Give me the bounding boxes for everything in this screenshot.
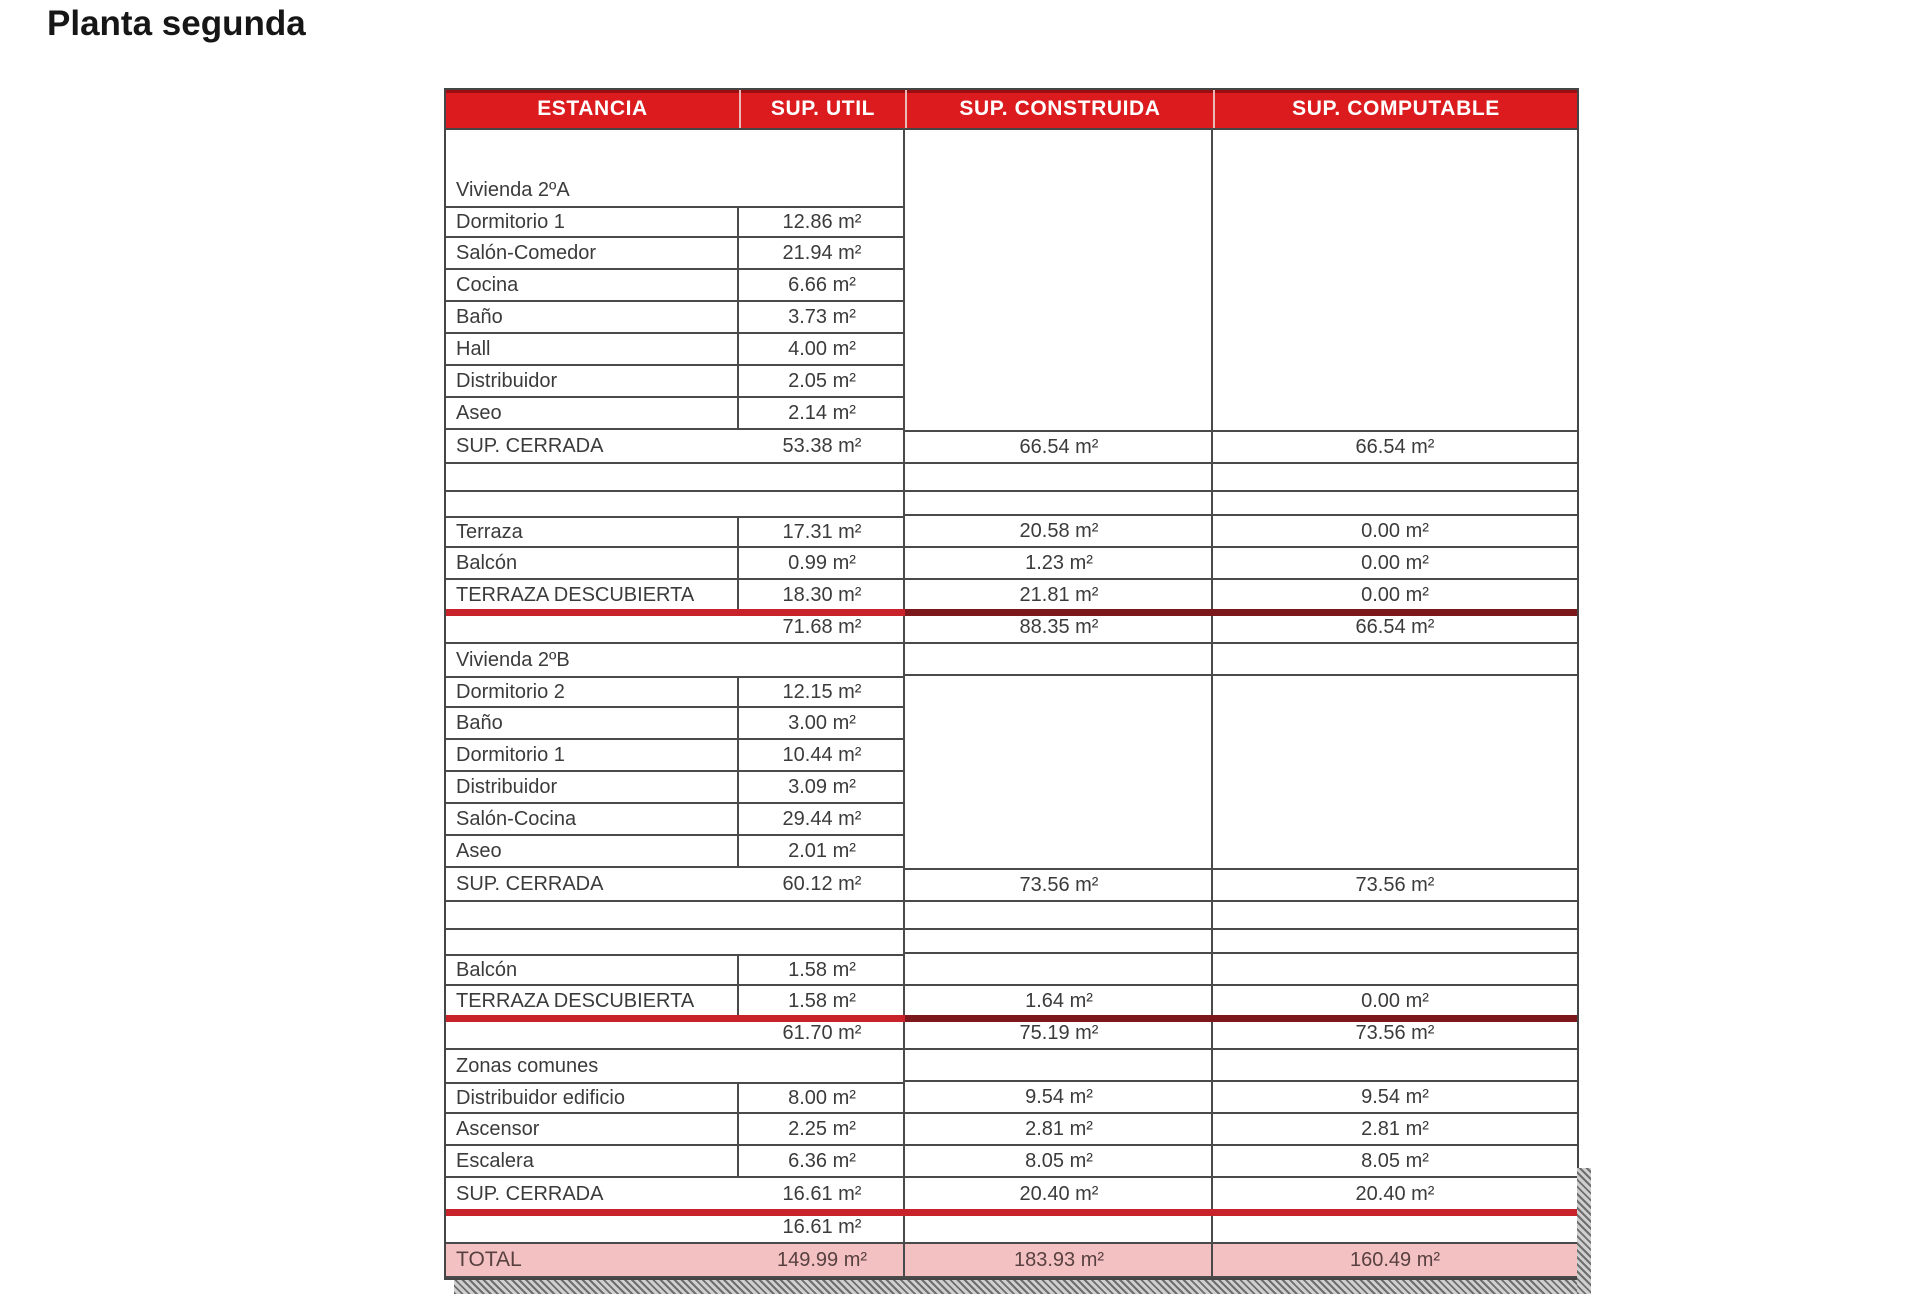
table-row: [446, 1114, 1577, 1146]
cell-estancia: TERRAZA DESCUBIERTA: [446, 580, 739, 612]
cell-sup-computable: 8.05 m²: [1213, 1146, 1577, 1178]
table-row: [446, 398, 1577, 430]
table-row: [446, 954, 1577, 986]
cell-sup-construida: [905, 366, 1213, 398]
cell-sup-construida: 21.81 m²: [905, 580, 1213, 612]
cell-sup-construida: [905, 270, 1213, 302]
table-row: [446, 868, 1577, 902]
cell-sup-util: [739, 644, 905, 676]
cell-sup-computable: [1213, 676, 1577, 708]
cell-estancia: Distribuidor: [446, 772, 739, 804]
cell-sup-computable: 20.40 m²: [1213, 1178, 1577, 1212]
areas-table: [444, 88, 1579, 1280]
cell-sup-computable: [1213, 398, 1577, 430]
table-row: [446, 492, 1577, 516]
cell-sup-construida: [905, 1212, 1213, 1244]
cell-sup-construida: 8.05 m²: [905, 1146, 1213, 1178]
cell-sup-construida: [905, 238, 1213, 270]
cell-sup-construida: [905, 836, 1213, 868]
cell-sup-construida: 20.40 m²: [905, 1178, 1213, 1212]
table-row: [446, 740, 1577, 772]
cell-estancia: Vivienda 2ºB: [456, 648, 570, 671]
cell-sup-computable: [1213, 772, 1577, 804]
cell-sup-computable: [1213, 464, 1577, 492]
cell-sup-construida: 9.54 m²: [905, 1082, 1213, 1114]
cell-sup-construida: [905, 334, 1213, 366]
cell-sup-util: 21.94 m²: [739, 238, 905, 270]
cell-estancia: SUP. CERRADA: [446, 868, 739, 902]
red-separator-line: [446, 1015, 1577, 1022]
cell-sup-construida: [905, 954, 1213, 986]
cell-sup-util: [739, 1050, 905, 1082]
cell-sup-construida: [905, 398, 1213, 430]
table-row: [446, 548, 1577, 580]
cell-estancia: [446, 464, 739, 492]
cell-estancia: Distribuidor: [446, 366, 739, 398]
table-row: [446, 334, 1577, 366]
cell-sup-util: 60.12 m²: [739, 868, 905, 902]
cell-sup-construida: 1.64 m²: [905, 986, 1213, 1018]
table-row: [446, 1050, 1577, 1082]
red-separator-right: [905, 1015, 1577, 1022]
cell-estancia: Escalera: [446, 1146, 739, 1178]
cell-sup-computable: 9.54 m²: [1213, 1082, 1577, 1114]
red-separator-right: [905, 609, 1577, 616]
cell-sup-util: 3.73 m²: [739, 302, 905, 334]
table-row: [446, 986, 1577, 1018]
cell-sup-construida: [905, 206, 1213, 238]
red-separator-left: [446, 609, 905, 616]
cell-sup-util: [739, 130, 905, 174]
table-row: [446, 464, 1577, 492]
table-row: [446, 708, 1577, 740]
cell-sup-util: 12.15 m²: [739, 676, 905, 708]
page-title: Planta segunda: [47, 4, 306, 43]
table-row: [446, 580, 1577, 612]
table-row: [446, 270, 1577, 302]
cell-sup-util: [739, 492, 905, 516]
cell-estancia: Distribuidor edificio: [446, 1082, 739, 1114]
cell-sup-construida: [905, 464, 1213, 492]
red-separator-left: [446, 1209, 905, 1216]
cell-estancia: Cocina: [446, 270, 739, 302]
cell-sup-construida: [905, 772, 1213, 804]
cell-sup-construida: 1.23 m²: [905, 548, 1213, 580]
cell-sup-construida: 75.19 m²: [905, 1018, 1213, 1050]
cell-sup-computable: [1213, 492, 1577, 516]
column-header-sup-computable: SUP. COMPUTABLE: [1213, 90, 1577, 128]
table-row: [446, 1146, 1577, 1178]
cell-sup-computable: 2.81 m²: [1213, 1114, 1577, 1146]
table-shadow-right: [1577, 1168, 1591, 1294]
cell-sup-util: 3.00 m²: [739, 708, 905, 740]
cell-estancia: Balcón: [446, 954, 739, 986]
cell-sup-computable: [1213, 174, 1577, 206]
cell-sup-util: 61.70 m²: [739, 1018, 905, 1050]
cell-sup-computable: [1213, 130, 1577, 174]
cell-sup-util: 71.68 m²: [739, 612, 905, 644]
cell-sup-util: 6.36 m²: [739, 1146, 905, 1178]
cell-estancia: SUP. CERRADA: [446, 430, 739, 464]
cell-sup-util: [739, 902, 905, 930]
cell-sup-computable: [1213, 644, 1577, 676]
cell-estancia: TOTAL: [446, 1244, 739, 1278]
cell-sup-util: 16.61 m²: [739, 1212, 905, 1244]
table-header-row: [446, 90, 1577, 130]
column-divider: [903, 128, 905, 1278]
cell-sup-computable: [1213, 804, 1577, 836]
cell-estancia: Dormitorio 1: [446, 206, 739, 238]
cell-sup-computable: [1213, 740, 1577, 772]
table-row: [446, 130, 1577, 174]
cell-sup-computable: [1213, 836, 1577, 868]
cell-sup-computable: [1213, 302, 1577, 334]
cell-sup-computable: 66.54 m²: [1213, 430, 1577, 464]
cell-sup-util: 2.25 m²: [739, 1114, 905, 1146]
cell-sup-construida: 73.56 m²: [905, 868, 1213, 902]
cell-sup-construida: [905, 676, 1213, 708]
table-body: [446, 130, 1577, 1278]
cell-sup-construida: 66.54 m²: [905, 430, 1213, 464]
table-row: [446, 1244, 1577, 1278]
cell-sup-construida: 183.93 m²: [905, 1244, 1213, 1278]
cell-sup-construida: [905, 804, 1213, 836]
cell-sup-util: 8.00 m²: [739, 1082, 905, 1114]
red-separator-left: [446, 1015, 905, 1022]
cell-sup-util: 149.99 m²: [739, 1244, 905, 1278]
cell-sup-util: 2.05 m²: [739, 366, 905, 398]
cell-estancia: SUP. CERRADA: [446, 1178, 739, 1212]
cell-sup-construida: [905, 302, 1213, 334]
red-separator-right: [905, 1209, 1577, 1216]
cell-sup-construida: [905, 708, 1213, 740]
cell-sup-computable: [1213, 238, 1577, 270]
cell-sup-util: 16.61 m²: [739, 1178, 905, 1212]
table-row: [446, 676, 1577, 708]
cell-estancia: [446, 492, 739, 516]
cell-sup-computable: [1213, 902, 1577, 930]
cell-sup-util: 10.44 m²: [739, 740, 905, 772]
cell-sup-util: 2.01 m²: [739, 836, 905, 868]
cell-estancia: Ascensor: [446, 1114, 739, 1146]
cell-sup-computable: [1213, 334, 1577, 366]
cell-sup-computable: 66.54 m²: [1213, 612, 1577, 644]
cell-sup-computable: 0.00 m²: [1213, 548, 1577, 580]
column-divider: [1211, 128, 1213, 1278]
cell-sup-computable: [1213, 930, 1577, 954]
cell-sup-construida: [905, 130, 1213, 174]
cell-estancia: Terraza: [446, 516, 739, 548]
table-row: [446, 1018, 1577, 1050]
cell-estancia: Salón-Comedor: [446, 238, 739, 270]
table-row: [446, 772, 1577, 804]
cell-estancia: Dormitorio 1: [446, 740, 739, 772]
table-row: [446, 902, 1577, 930]
table-row: [446, 1082, 1577, 1114]
cell-sup-util: 12.86 m²: [739, 206, 905, 238]
cell-sup-computable: [1213, 366, 1577, 398]
cell-sup-computable: [1213, 1212, 1577, 1244]
table-row: [446, 174, 1577, 206]
cell-estancia: [446, 1212, 739, 1244]
table-row: [446, 238, 1577, 270]
column-header-estancia: ESTANCIA: [537, 97, 648, 120]
cell-sup-util: 2.14 m²: [739, 398, 905, 430]
cell-estancia: Aseo: [446, 398, 739, 430]
cell-estancia: Salón-Cocina: [446, 804, 739, 836]
cell-sup-util: 0.99 m²: [739, 548, 905, 580]
cell-sup-computable: 0.00 m²: [1213, 580, 1577, 612]
cell-sup-construida: [905, 174, 1213, 206]
cell-sup-computable: 0.00 m²: [1213, 986, 1577, 1018]
table-row: [446, 1178, 1577, 1212]
cell-sup-construida: 20.58 m²: [905, 516, 1213, 548]
cell-sup-util: 4.00 m²: [739, 334, 905, 366]
cell-estancia: [446, 1018, 739, 1050]
cell-estancia: Dormitorio 2: [446, 676, 739, 708]
cell-sup-util: 29.44 m²: [739, 804, 905, 836]
cell-sup-construida: [905, 1050, 1213, 1082]
cell-sup-construida: 88.35 m²: [905, 612, 1213, 644]
red-separator-line: [446, 1209, 1577, 1216]
cell-sup-util: [739, 930, 905, 954]
cell-sup-util: 18.30 m²: [739, 580, 905, 612]
table-row: [446, 430, 1577, 464]
table-row: [446, 804, 1577, 836]
cell-sup-computable: 73.56 m²: [1213, 868, 1577, 902]
table-shadow-bottom: [454, 1280, 1591, 1294]
cell-sup-construida: [905, 644, 1213, 676]
cell-estancia: Baño: [446, 708, 739, 740]
table-row: [446, 516, 1577, 548]
table-row: [446, 836, 1577, 868]
cell-sup-computable: [1213, 708, 1577, 740]
cell-estancia: [446, 902, 739, 930]
cell-sup-construida: [905, 492, 1213, 516]
cell-estancia: Balcón: [446, 548, 739, 580]
table-row: [446, 930, 1577, 954]
cell-sup-construida: [905, 930, 1213, 954]
cell-sup-computable: [1213, 1050, 1577, 1082]
cell-estancia: Aseo: [446, 836, 739, 868]
cell-estancia: Hall: [446, 334, 739, 366]
cell-estancia: [446, 130, 739, 174]
red-separator-line: [446, 609, 1577, 616]
cell-sup-util: 17.31 m²: [739, 516, 905, 548]
cell-sup-computable: [1213, 206, 1577, 238]
cell-sup-computable: 0.00 m²: [1213, 516, 1577, 548]
table-row: [446, 612, 1577, 644]
cell-estancia: [446, 930, 739, 954]
cell-sup-computable: [1213, 270, 1577, 302]
cell-sup-util: 1.58 m²: [739, 986, 905, 1018]
cell-estancia: TERRAZA DESCUBIERTA: [446, 986, 739, 1018]
column-header-sup-util: SUP. UTIL: [739, 90, 905, 128]
cell-sup-computable: 73.56 m²: [1213, 1018, 1577, 1050]
cell-sup-util: 6.66 m²: [739, 270, 905, 302]
cell-sup-util: [739, 464, 905, 492]
table-row: [446, 302, 1577, 334]
cell-sup-computable: [1213, 954, 1577, 986]
cell-sup-construida: [905, 740, 1213, 772]
table-row: [446, 644, 1577, 676]
cell-sup-construida: 2.81 m²: [905, 1114, 1213, 1146]
cell-sup-util: 3.09 m²: [739, 772, 905, 804]
cell-sup-util: [739, 174, 905, 206]
cell-sup-computable: 160.49 m²: [1213, 1244, 1577, 1278]
table-row: [446, 1212, 1577, 1244]
cell-sup-util: 53.38 m²: [739, 430, 905, 464]
cell-estancia: Zonas comunes: [456, 1054, 599, 1077]
table-row: [446, 206, 1577, 238]
cell-sup-util: 1.58 m²: [739, 954, 905, 986]
table-row: [446, 366, 1577, 398]
cell-estancia: Vivienda 2ºA: [456, 178, 570, 201]
cell-estancia: [446, 612, 739, 644]
cell-estancia: Baño: [446, 302, 739, 334]
column-header-sup-construida: SUP. CONSTRUIDA: [905, 90, 1213, 128]
cell-sup-construida: [905, 902, 1213, 930]
